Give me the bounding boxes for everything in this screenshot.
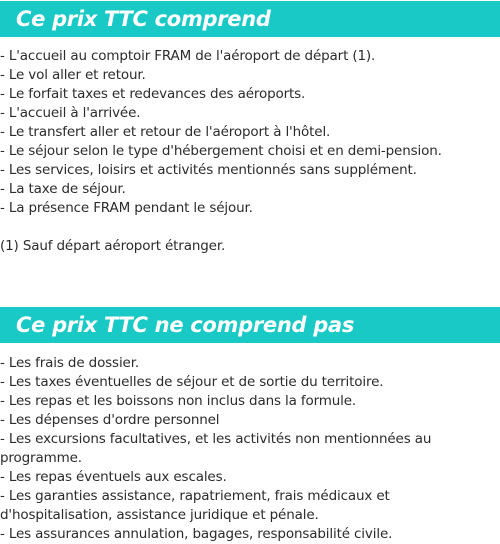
list-item: - La taxe de séjour.	[0, 181, 126, 197]
list-item: - Le transfert aller et retour de l'aéroport à l'hôtel.	[0, 124, 331, 140]
includes-footnote: (1) Sauf départ aéroport étranger.	[0, 238, 226, 254]
list-item: - Le vol aller et retour.	[0, 67, 146, 83]
excludes-list	[0, 354, 498, 544]
list-item: - Les services, loisirs et activités mentionnés sans supplément.	[0, 162, 417, 178]
list-item: - L'accueil à l'arrivée.	[0, 105, 141, 121]
list-item: - Les garanties assistance, rapatriement, frais médicaux et d'hospitalisation, assistance juridique et pénale.	[0, 488, 390, 523]
list-item: - La présence FRAM pendant le séjour.	[0, 200, 253, 216]
includes-header	[0, 1, 500, 37]
includes-title: Ce prix TTC comprend	[16, 7, 271, 31]
list-item: - Le forfait taxes et redevances des aéroports.	[0, 86, 306, 102]
list-item: - Les taxes éventuelles de séjour et de sortie du territoire.	[0, 374, 384, 390]
excludes-header	[0, 307, 500, 343]
list-item: - L'accueil au comptoir FRAM de l'aéroport de départ (1).	[0, 48, 376, 64]
list-item: - Les dépenses d'ordre personnel	[0, 412, 220, 428]
list-item: - Les repas et les boissons non inclus dans la formule.	[0, 393, 357, 409]
includes-list	[0, 47, 498, 218]
list-item: - Les repas éventuels aux escales.	[0, 469, 227, 485]
list-item: - Les assurances annulation, bagages, responsabilité civile.	[0, 526, 393, 542]
list-item: - Le séjour selon le type d'hébergement choisi et en demi-pension.	[0, 143, 442, 159]
list-item: - Les frais de dossier.	[0, 355, 139, 371]
list-item: - Les excursions facultatives, et les activités non mentionnées au programme.	[0, 431, 432, 466]
excludes-title: Ce prix TTC ne comprend pas	[16, 313, 355, 337]
